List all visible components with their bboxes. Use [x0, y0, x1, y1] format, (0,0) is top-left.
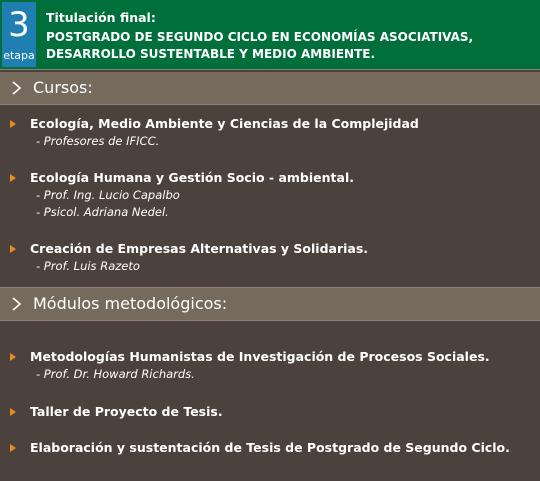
triangle-bullet-icon [10, 444, 16, 452]
section-divider [0, 104, 540, 105]
course-professor: - Prof. Luis Razeto [36, 259, 140, 273]
section-title: Módulos metodológicos: [33, 294, 228, 313]
section-bar-cursos [0, 72, 540, 104]
course-professor: - Profesores de IFICC. [36, 134, 160, 148]
course-title: Ecología Humana y Gestión Socio - ambiental. [30, 170, 354, 185]
module-title: Metodologías Humanistas de Investigación de Procesos Sociales. [30, 349, 490, 364]
triangle-bullet-icon [10, 353, 16, 361]
stage-label: etapa [3, 49, 35, 62]
chevron-right-icon [10, 297, 24, 311]
triangle-bullet-icon [10, 408, 16, 416]
course-professor: - Prof. Ing. Lucio Capalbo [36, 188, 180, 202]
stage-header [0, 0, 540, 69]
module-title: Taller de Proyecto de Tesis. [30, 404, 223, 419]
module-professor: - Prof. Dr. Howard Richards. [36, 367, 195, 381]
header-divider [0, 69, 540, 70]
header-title: Titulación final: [46, 10, 156, 25]
stage-badge [2, 2, 36, 67]
section-title: Cursos: [33, 78, 93, 97]
triangle-bullet-icon [10, 245, 16, 253]
module-title: Elaboración y sustentación de Tesis de Postgrado de Segundo Ciclo. [30, 440, 510, 455]
header-subtitle: POSTGRADO DE SEGUNDO CICLO EN ECONOMÍAS ASOCIATIVAS, DESARROLLO SUSTENTABLE Y MEDIO AMBIENTE. [46, 30, 474, 61]
section-bar-modulos [0, 288, 540, 320]
triangle-bullet-icon [10, 174, 16, 182]
course-title: Creación de Empresas Alternativas y Solidarias. [30, 241, 369, 256]
course-title: Ecología, Medio Ambiente y Ciencias de la Complejidad [30, 116, 419, 131]
chevron-right-icon [10, 81, 24, 95]
triangle-bullet-icon [10, 120, 16, 128]
course-professor: - Psicol. Adriana Nedel. [36, 205, 169, 219]
stage-number: 3 [8, 5, 30, 45]
section-divider [0, 320, 540, 321]
